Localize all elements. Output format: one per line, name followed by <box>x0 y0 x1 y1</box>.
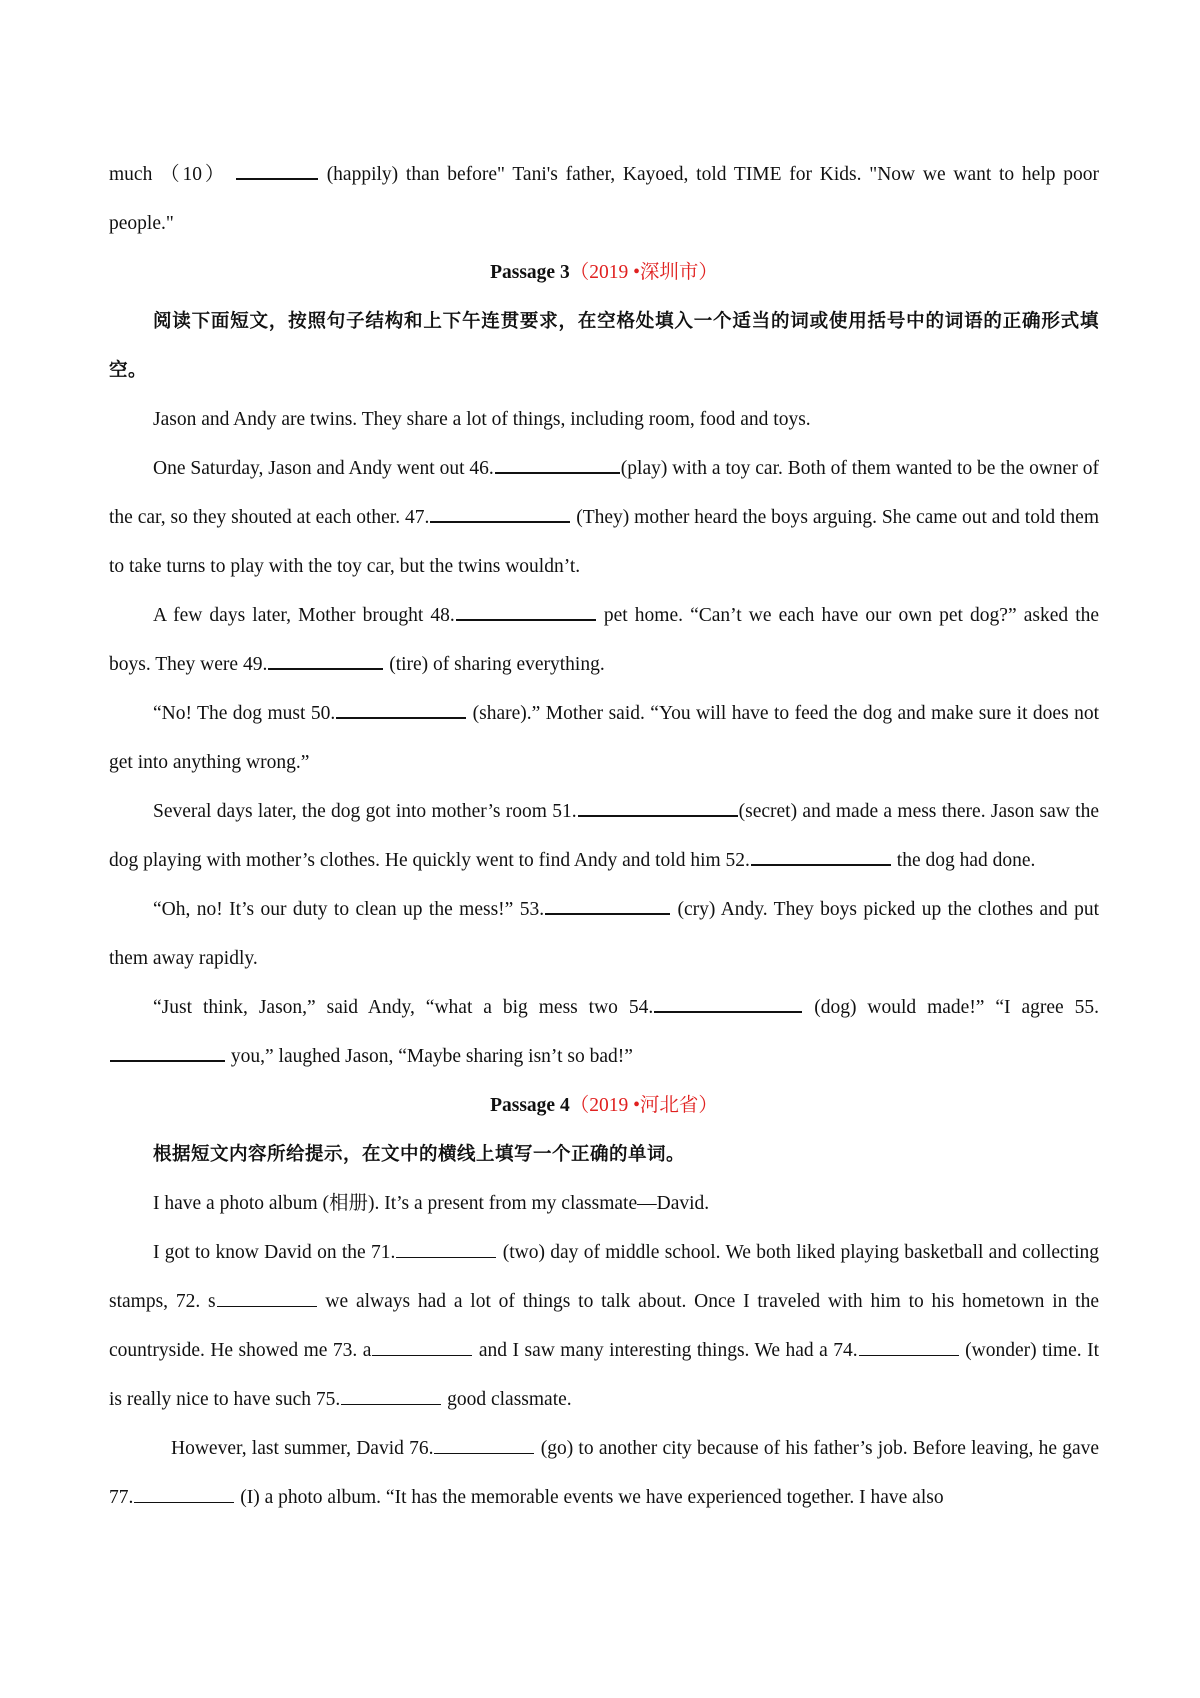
document-content <box>109 150 1099 1522</box>
passage3-paragraph-2 <box>109 444 1099 591</box>
passage3-source: （2019 •深圳市） <box>569 262 718 283</box>
passage3-paragraph-5 <box>109 787 1099 885</box>
passage4-paragraph-2 <box>109 1228 1099 1424</box>
blank-48[interactable] <box>456 601 596 621</box>
passage4-heading <box>109 1081 1099 1130</box>
p3-text: “No! The dog must 50. <box>153 703 336 724</box>
passage4-source: （2019 •河北省） <box>569 1095 718 1116</box>
intro-paragraph <box>109 150 1099 248</box>
blank-75[interactable] <box>341 1386 441 1405</box>
blank-10[interactable] <box>236 160 318 180</box>
blank-55[interactable] <box>110 1042 225 1062</box>
passage3-heading <box>109 248 1099 297</box>
p4-text: (I) a photo album. “It has the memorable events we have experienced together. I have also <box>240 1487 944 1508</box>
intro-text-1: much （10） <box>109 164 228 185</box>
intro-text-3: people." <box>109 213 174 234</box>
blank-72[interactable] <box>217 1288 317 1307</box>
blank-49[interactable] <box>268 650 383 670</box>
passage4-title: Passage 4 <box>490 1095 570 1116</box>
blank-71[interactable] <box>396 1239 496 1258</box>
p3-text: (play) with a toy car. Both of them wanted to be the owner of the car, so they shouted at each other. 47. <box>109 458 1099 528</box>
blank-51[interactable] <box>578 797 738 817</box>
p3-text: “Just think, Jason,” said Andy, “what a big mess two 54. <box>153 997 654 1018</box>
p4-text: (wonder) time. It is really nice to have such 75. <box>109 1340 1100 1410</box>
p4-text: good classmate. <box>447 1389 572 1410</box>
p4-text: we always had a lot of things to talk about. Once I traveled with him to his hometown in the countryside. He showed me 73. a <box>109 1291 1099 1361</box>
p3-text: (They) mother heard the boys arguing. She came out and told them to take turns to play with the toy car, but the twins wouldn’t. <box>109 507 1100 577</box>
p4-text: and I saw many interesting things. We had a 74. <box>478 1340 858 1361</box>
blank-74[interactable] <box>859 1337 959 1356</box>
blank-73[interactable] <box>372 1337 472 1356</box>
p3-text: (cry) Andy. They boys picked up the clothes and put them away rapidly. <box>109 899 1099 969</box>
p4-text: (go) to another city because of his father’s job. Before leaving, he gave 77. <box>109 1438 1100 1508</box>
blank-53[interactable] <box>545 895 670 915</box>
blank-46[interactable] <box>495 454 620 474</box>
passage3-paragraph-3 <box>109 591 1099 689</box>
p3-text: (share).” Mother said. “You will have to feed the dog and make sure it does not get into anything wrong.” <box>109 703 1100 773</box>
blank-50[interactable] <box>336 699 466 719</box>
intro-text-2: (happily) than before" Tani's father, Kayoed, told TIME for Kids. "Now we want to help poor <box>326 164 1099 185</box>
p3-text: the dog had done. <box>896 850 1036 871</box>
passage3-paragraph-1: Jason and Andy are twins. They share a lot of things, including room, food and toys. <box>153 409 811 430</box>
passage3-instruction: 阅读下面短文，按照句子结构和上下午连贯要求，在空格处填入一个适当的词或使用括号中的词语的正确形式填空。 <box>109 311 1099 381</box>
blank-77[interactable] <box>134 1484 234 1503</box>
p3-text: “Oh, no! It’s our duty to clean up the mess!” 53. <box>153 899 545 920</box>
passage4-paragraph-3 <box>109 1424 1099 1522</box>
passage4-instruction: 根据短文内容所给提示，在文中的横线上填写一个正确的单词。 <box>153 1144 686 1165</box>
p3-text: A few days later, Mother brought 48. <box>153 605 455 626</box>
blank-52[interactable] <box>751 846 891 866</box>
p3-text: you,” laughed Jason, “Maybe sharing isn’t so bad!” <box>230 1046 633 1067</box>
passage3-paragraph-7 <box>109 983 1099 1081</box>
p4-text: I got to know David on the 71. <box>153 1242 396 1263</box>
blank-54[interactable] <box>654 993 802 1013</box>
p3-text: (tire) of sharing everything. <box>389 654 605 675</box>
p3-text: (dog) would made!” “I agree 55. <box>814 997 1100 1018</box>
p3-text: pet home. “Can’t we each have our own pet dog?” asked the boys. They were 49. <box>109 605 1100 675</box>
p3-text: One Saturday, Jason and Andy went out 46. <box>153 458 494 479</box>
blank-76[interactable] <box>434 1435 534 1454</box>
passage3-paragraph-4 <box>109 689 1099 787</box>
p4-text: (two) day of middle school. We both liked playing basketball and collecting stamps, 72. s <box>109 1242 1100 1312</box>
blank-47[interactable] <box>430 503 570 523</box>
passage4-paragraph-1: I have a photo album (相册). It’s a present from my classmate—David. <box>153 1193 710 1214</box>
p4-text: However, last summer, David 76. <box>171 1438 434 1459</box>
passage3-paragraph-6 <box>109 885 1099 983</box>
passage3-title: Passage 3 <box>490 262 570 283</box>
p3-text: (secret) and made a mess there. Jason saw the dog playing with mother’s clothes. He quickly went to find Andy and told him 52. <box>109 801 1099 871</box>
p3-text: Several days later, the dog got into mother’s room 51. <box>153 801 577 822</box>
